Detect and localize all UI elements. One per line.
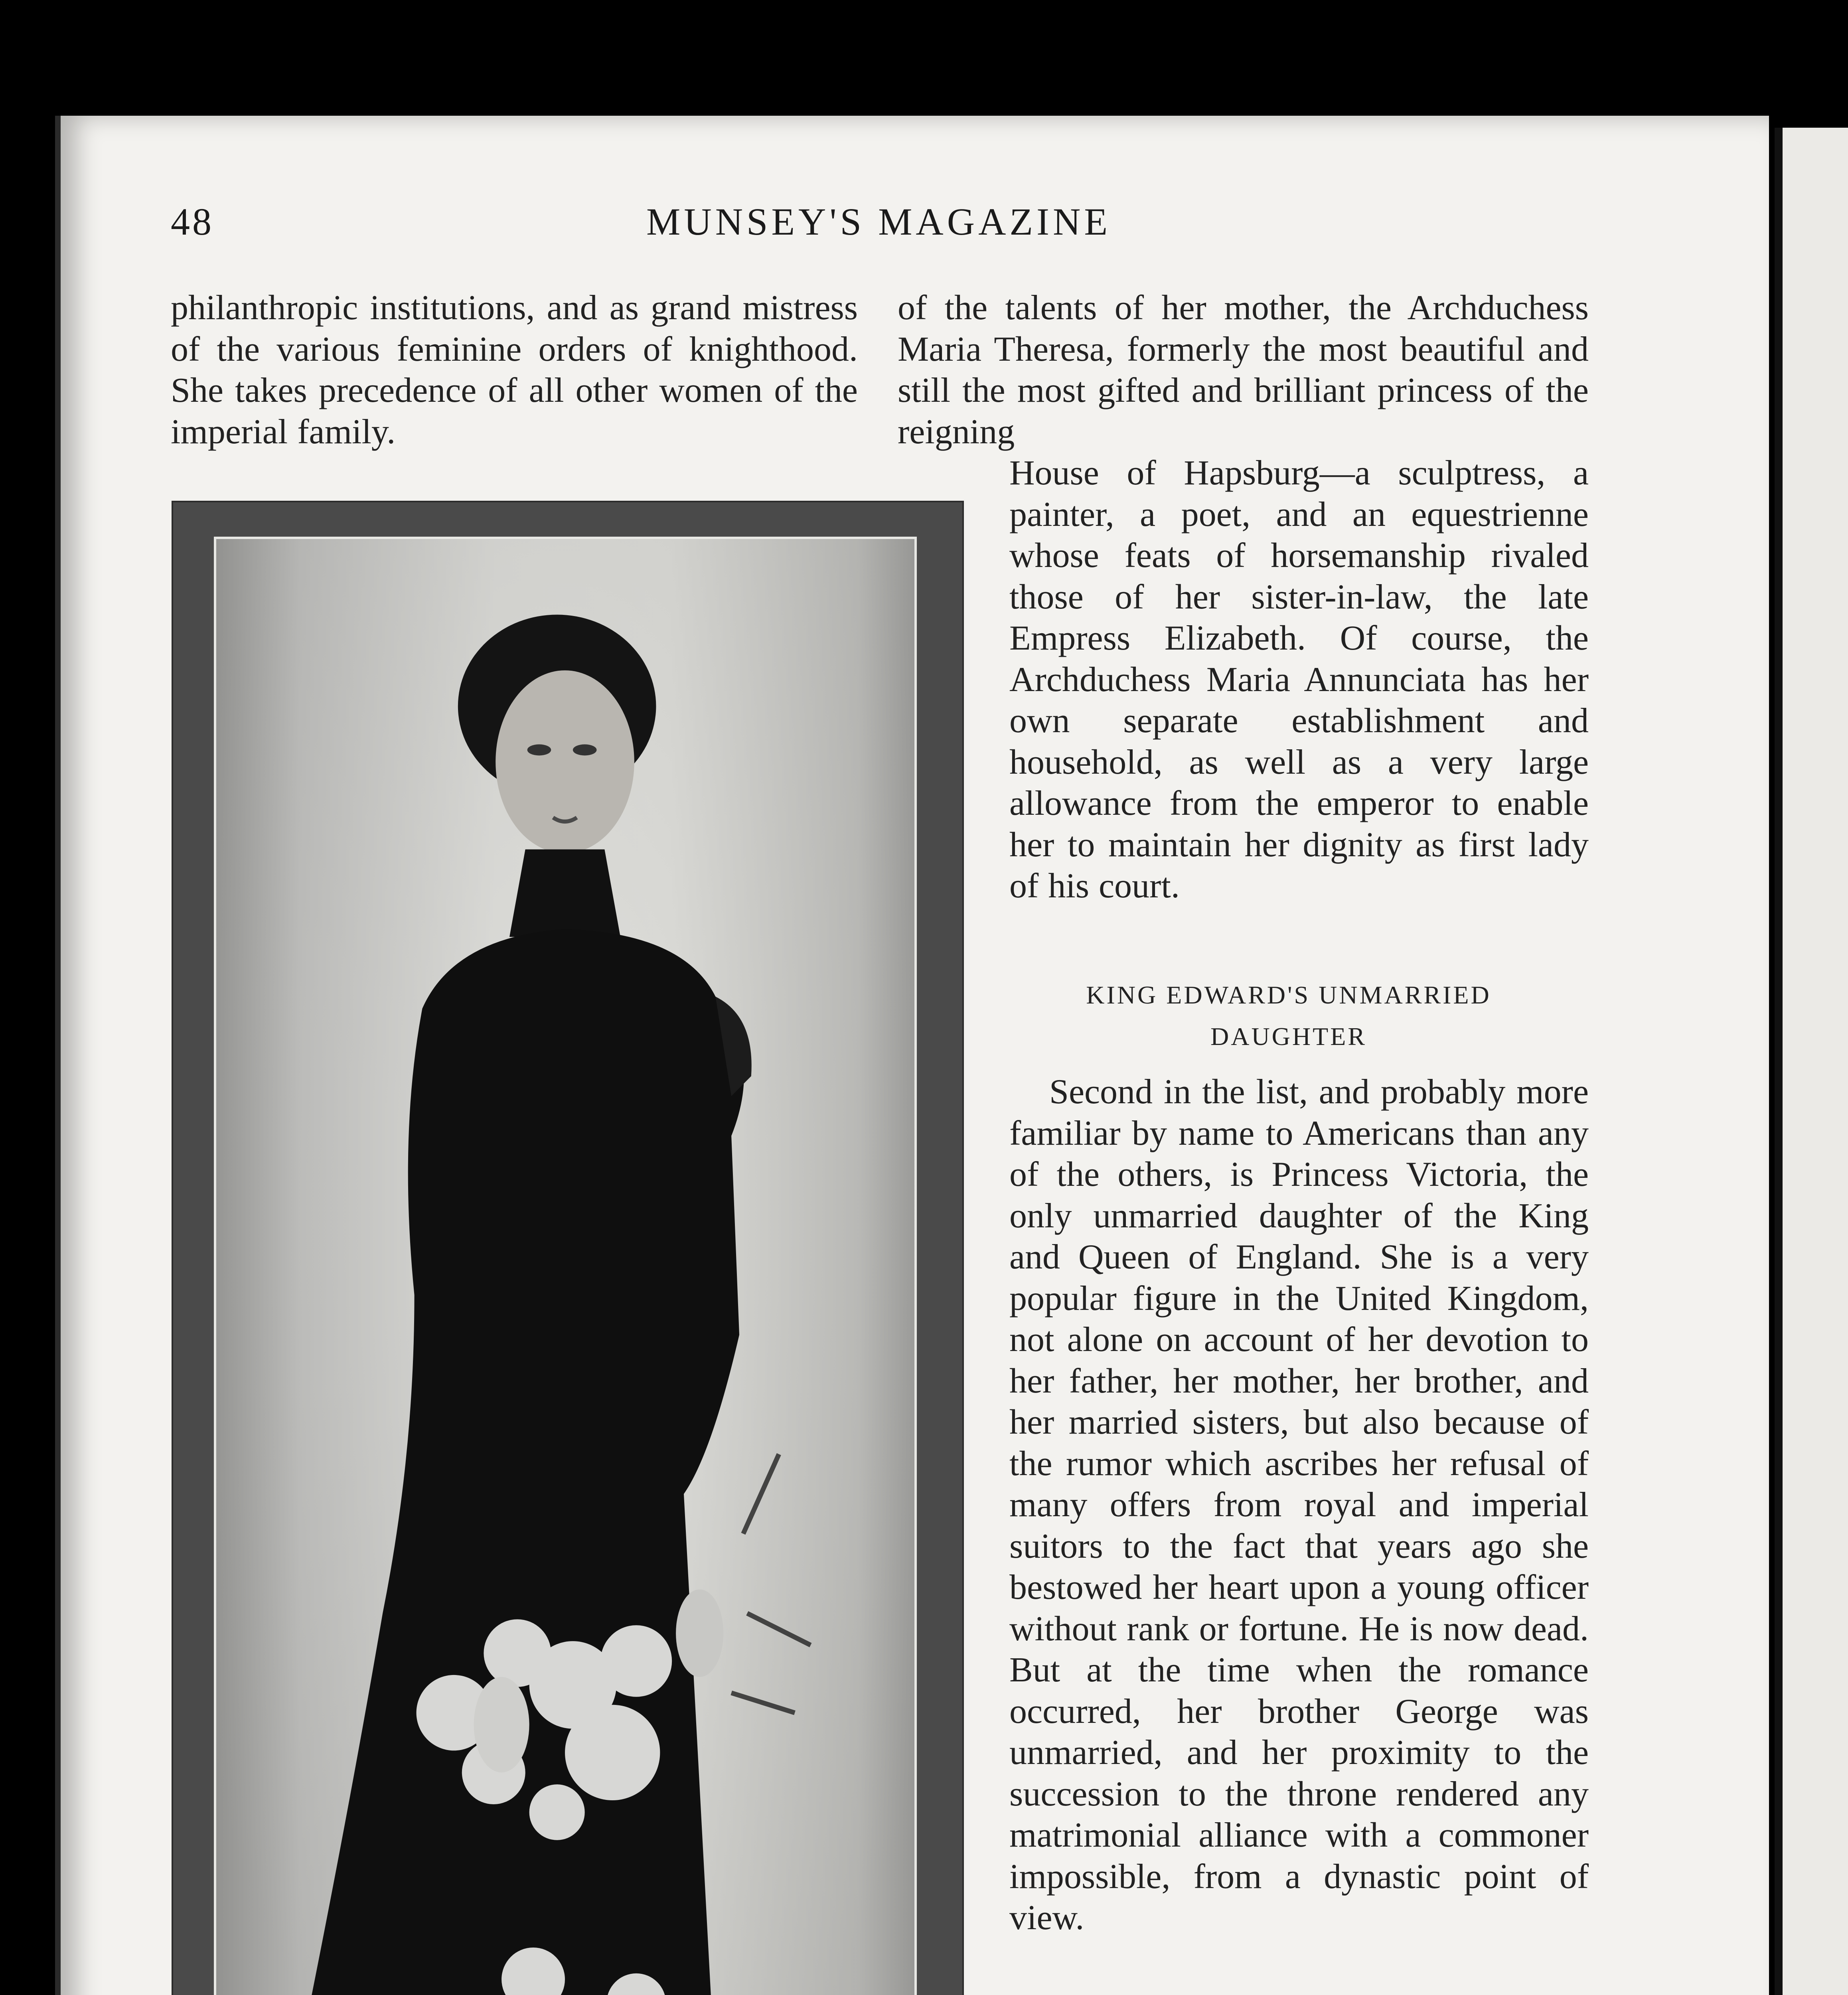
right-column-paragraph-1: Second in the list, and probably more familiar by name to Americans than any of the others, is Princess Victoria, the only unmarried daughter of the King and Queen of England. She is a very popular figure in the United Kingdom, not alone on account of her devotion to her father, her mother, her brother, and her married sisters, but also because of the rumor which ascribes her refusal of many offers from royal and imperial suitors to the fact that years ago she bestowed her heart upon a young officer without rank or fortune. He is now dead. But at the time when the romance occurred, her brother George was unmarried, and her proximity to the succession to the throne rendered any matrimonial alliance with a commoner impossible, from a dynastic point of view. [1009,1073,1589,1937]
section-heading: KING EDWARD'S UNMARRIED DAUGHTER [1086,981,1491,1051]
magazine-title: MUNSEY'S MAGAZINE [646,200,1111,243]
page-number: 48 [171,200,214,243]
right-column-indented-text: House of Hapsburg—a sculptress, a painter, a poet, and an equestrienne whose feats of horsemanship rivaled those of her sister-in-law, the late Empress Elizabeth. Of course, the Archduchess Maria Annunciata has her own separate establishment and household, as well as a very large allowance from the emperor to enable her to maintain her dignity as first lady of his court. [1009,454,1589,905]
portrait-image [214,537,917,1995]
left-column-top-text: philanthropic institutions, and as grand mistress of the various feminine orders of knighthood. She takes precedence of all other women of the imperial family. [171,288,858,451]
right-column-top-text: of the talents of her mother, the Archduchess Maria Theresa, formerly the most beautiful and still the most gifted and brilliant princess of the reigning [898,288,1589,451]
portrait-figure-icon [216,539,914,1995]
portrait-photograph [172,501,964,1995]
next-page-edge [1775,128,1848,1995]
